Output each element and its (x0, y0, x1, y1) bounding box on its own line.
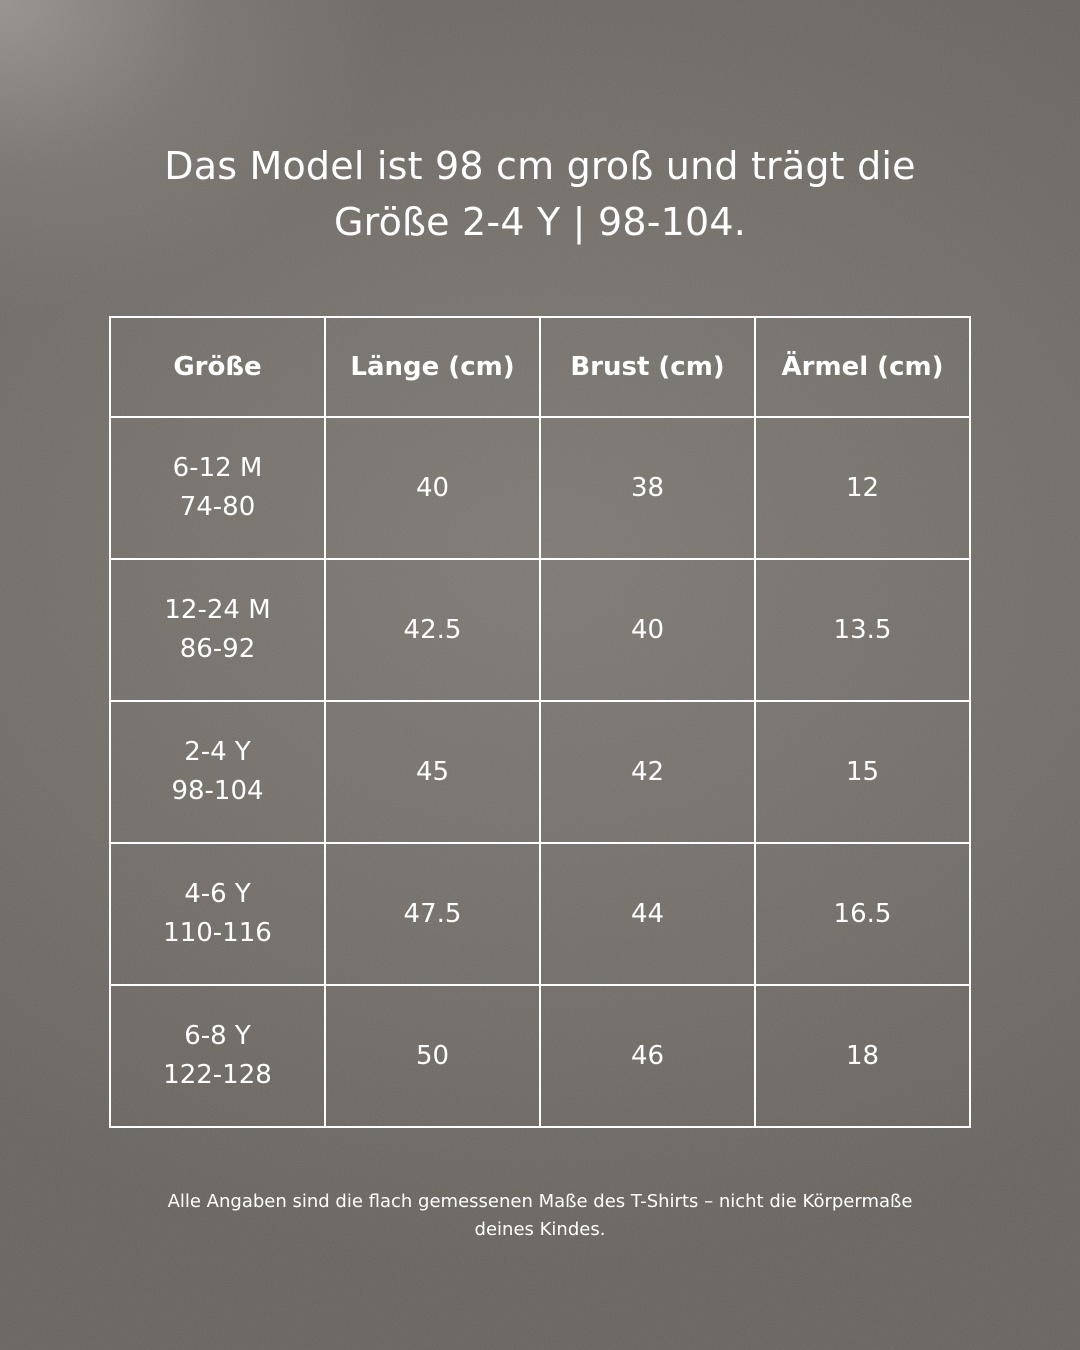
size-range: 74-80 (179, 492, 256, 522)
size-chart-table (109, 316, 971, 1128)
footnote-line-1: Alle Angaben sind die flach gemessenen Maße des T-Shirts – nicht die Körpermaße (167, 1191, 913, 1212)
size-cell (110, 843, 325, 985)
headline-line-2: Größe 2-4 Y | 98-104. (333, 200, 747, 244)
size-range: 110-116 (163, 918, 272, 948)
table-row (110, 701, 970, 843)
header-brust: Brust (cm) (540, 317, 755, 417)
aermel-cell: 15 (755, 701, 970, 843)
size-range: 122-128 (163, 1060, 272, 1090)
brust-cell: 46 (540, 985, 755, 1127)
model-size-headline (90, 138, 990, 250)
size-cell (110, 701, 325, 843)
laenge-cell: 42.5 (325, 559, 540, 701)
laenge-cell: 45 (325, 701, 540, 843)
size-label: 6-8 Y (184, 1021, 251, 1051)
measurement-footnote (110, 1188, 970, 1244)
brust-cell: 42 (540, 701, 755, 843)
laenge-cell: 47.5 (325, 843, 540, 985)
aermel-cell: 12 (755, 417, 970, 559)
table-row (110, 559, 970, 701)
laenge-cell: 40 (325, 417, 540, 559)
brust-cell: 38 (540, 417, 755, 559)
footnote-line-2: deines Kindes. (474, 1219, 606, 1240)
table-row (110, 985, 970, 1127)
header-aermel: Ärmel (cm) (755, 317, 970, 417)
laenge-cell: 50 (325, 985, 540, 1127)
size-label: 4-6 Y (184, 879, 251, 909)
size-range: 98-104 (171, 776, 264, 806)
table-row (110, 417, 970, 559)
size-cell (110, 559, 325, 701)
size-range: 86-92 (179, 634, 256, 664)
aermel-cell: 18 (755, 985, 970, 1127)
header-laenge: Länge (cm) (325, 317, 540, 417)
size-cell (110, 985, 325, 1127)
size-label: 12-24 M (164, 595, 271, 625)
table-header-row (110, 317, 970, 417)
size-label: 6-12 M (172, 453, 263, 483)
aermel-cell: 16.5 (755, 843, 970, 985)
aermel-cell: 13.5 (755, 559, 970, 701)
brust-cell: 40 (540, 559, 755, 701)
size-label: 2-4 Y (184, 737, 251, 767)
header-groesse: Größe (110, 317, 325, 417)
headline-line-1: Das Model ist 98 cm groß und trägt die (164, 144, 916, 188)
size-cell (110, 417, 325, 559)
table-row (110, 843, 970, 985)
brust-cell: 44 (540, 843, 755, 985)
